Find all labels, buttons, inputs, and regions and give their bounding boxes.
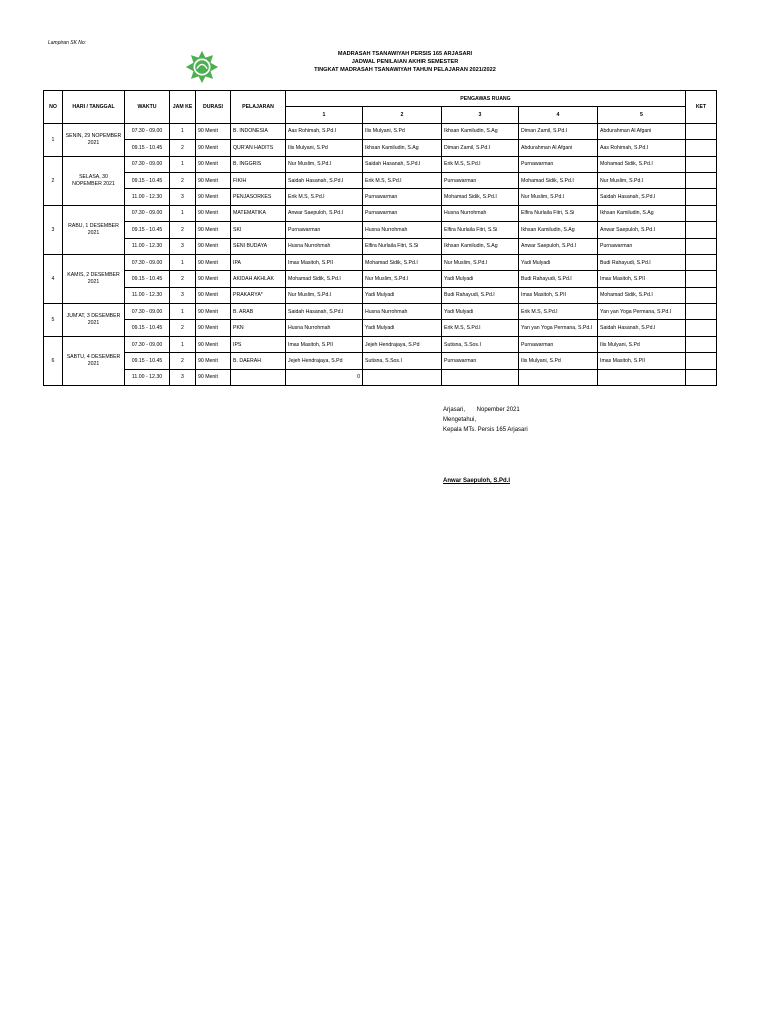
signature-block — [443, 405, 528, 435]
row-pengawas-3: Purnawarman — [442, 353, 519, 369]
row-pengawas-5: Mohamad Sidik, S.Pd.I — [598, 156, 686, 172]
row-pengawas-3: Elfira Nurlaila Fitri, S.Si — [442, 222, 519, 238]
row-waktu: 11.00 - 12.30 — [125, 369, 170, 385]
row-pelajaran: IPA — [231, 254, 286, 270]
row-pengawas-2: Nur Muslim, S.Pd.I — [363, 271, 442, 287]
row-pengawas-3: Yadi Mulyadi — [442, 271, 519, 287]
schedule-subtitle: TINGKAT MADRASAH TSANAWIYAH TAHUN PELAJARAN 2021/2022 — [314, 67, 496, 73]
row-pengawas-1: Aas Rohimah, S.Pd.I — [286, 123, 363, 139]
row-date: JUM'AT, 3 DESEMBER 2021 — [63, 304, 125, 337]
signature-mengetahui: Mengetahui, — [443, 417, 477, 423]
table-row — [44, 172, 717, 188]
row-waktu: 11.00 - 12.30 — [125, 287, 170, 303]
row-waktu: 11.00 - 12.30 — [125, 189, 170, 205]
row-pengawas-3 — [442, 369, 519, 385]
row-ket — [686, 238, 717, 254]
row-pengawas-5: Abdurahman Al Afgani — [598, 123, 686, 139]
row-pelajaran: IPS — [231, 336, 286, 352]
table-row — [44, 222, 717, 238]
table-row — [44, 304, 717, 320]
col-ket: KET — [686, 91, 717, 124]
row-pengawas-2: Yadi Mulyadi — [363, 320, 442, 336]
row-jamke: 1 — [170, 156, 196, 172]
row-pengawas-2: Jejeh Hendrajaya, S.Pd — [363, 336, 442, 352]
row-pengawas-4: Purnawarman — [519, 156, 598, 172]
row-ket — [686, 271, 717, 287]
row-ket — [686, 353, 717, 369]
row-date: KAMIS, 2 DESEMBER 2021 — [63, 254, 125, 303]
row-no: 4 — [44, 254, 63, 303]
row-durasi: 90 Menit — [196, 271, 231, 287]
row-waktu: 07.30 - 09.00 — [125, 156, 170, 172]
row-pengawas-3: Mohamad Sidik, S.Pd.I — [442, 189, 519, 205]
row-durasi: 90 Menit — [196, 156, 231, 172]
schedule-title: JADWAL PENILAIAN AKHIR SEMESTER — [351, 59, 459, 65]
row-pelajaran: B. ARAB — [231, 304, 286, 320]
row-ket — [686, 304, 717, 320]
row-pengawas-2: Ilis Mulyani, S.Pd — [363, 123, 442, 139]
row-jamke: 1 — [170, 123, 196, 139]
row-ket — [686, 156, 717, 172]
row-pengawas-4: Abdurahman Al Afgani — [519, 140, 598, 156]
col-ruang-2: 2 — [363, 107, 442, 123]
row-pengawas-4: Purnawarman — [519, 336, 598, 352]
row-jamke: 2 — [170, 172, 196, 188]
col-hari: HARI / TANGGAL — [63, 91, 125, 124]
row-ket — [686, 172, 717, 188]
row-durasi: 90 Menit — [196, 287, 231, 303]
row-pengawas-3: Erik M.S, S.Pd.I — [442, 156, 519, 172]
row-pelajaran: QUR'AN HADITS — [231, 140, 286, 156]
row-pengawas-2: Elfira Nurlaila Fitri, S.Si — [363, 238, 442, 254]
row-pengawas-4: Ikhsan Kamiludin, S.Ag — [519, 222, 598, 238]
row-no: 3 — [44, 205, 63, 254]
row-waktu: 11.00 - 12.30 — [125, 238, 170, 254]
row-ket — [686, 205, 717, 221]
row-pengawas-1: Nur Muslim, S.Pd.I — [286, 287, 363, 303]
row-pengawas-1: Jejeh Hendrajaya, S.Pd — [286, 353, 363, 369]
row-pengawas-1: Anwar Saepuloh, S.Pd.I — [286, 205, 363, 221]
row-pengawas-5: Yan yan Yoga Permana, S.Pd.I — [598, 304, 686, 320]
row-pengawas-1: Imas Masitoh, S.PII — [286, 336, 363, 352]
row-pelajaran: B. INDONESIA — [231, 123, 286, 139]
row-pelajaran: PENJASORKES — [231, 189, 286, 205]
row-pengawas-3: Nur Muslim, S.Pd.I — [442, 254, 519, 270]
col-ruang-5: 5 — [598, 107, 686, 123]
row-pengawas-2 — [363, 369, 442, 385]
row-ket — [686, 123, 717, 139]
table-row — [44, 238, 717, 254]
table-row — [44, 140, 717, 156]
schedule-body — [44, 123, 717, 385]
row-pengawas-1: Nur Muslim, S.Pd.I — [286, 156, 363, 172]
row-pengawas-5: Mohamad Sidik, S.Pd.I — [598, 287, 686, 303]
row-jamke: 2 — [170, 320, 196, 336]
row-durasi: 90 Menit — [196, 320, 231, 336]
row-pengawas-3: Budi Rahayudi, S.Pd.I — [442, 287, 519, 303]
row-jamke: 3 — [170, 238, 196, 254]
col-waktu: WAKTU — [125, 91, 170, 124]
col-ruang-4: 4 — [519, 107, 598, 123]
row-pengawas-4: Budi Rahayudi, S.Pd.I — [519, 271, 598, 287]
table-row — [44, 336, 717, 352]
row-pengawas-5: Anwar Saepuloh, S.Pd.I — [598, 222, 686, 238]
row-pengawas-2: Mohamad Sidik, S.Pd.I — [363, 254, 442, 270]
row-pengawas-1: Ilis Mulyani, S.Pd — [286, 140, 363, 156]
row-durasi: 90 Menit — [196, 140, 231, 156]
col-durasi: DURASI — [196, 91, 231, 124]
row-ket — [686, 369, 717, 385]
row-pengawas-5: Nur Muslim, S.Pd.I — [598, 172, 686, 188]
row-pengawas-1: 0 — [286, 369, 363, 385]
row-pengawas-1: Purnawarman — [286, 222, 363, 238]
table-row — [44, 271, 717, 287]
lampiran-label: Lampiran SK No: — [48, 40, 87, 46]
col-no: NO — [44, 91, 63, 124]
row-pelajaran: B. INGGRIS — [231, 156, 286, 172]
row-pelajaran: MATEMATIKA — [231, 205, 286, 221]
row-pengawas-4 — [519, 369, 598, 385]
col-ruang-3: 3 — [442, 107, 519, 123]
row-jamke: 3 — [170, 287, 196, 303]
row-pengawas-4: Nur Muslim, S.Pd.I — [519, 189, 598, 205]
row-ket — [686, 222, 717, 238]
table-row — [44, 189, 717, 205]
table-row — [44, 353, 717, 369]
col-jamke: JAM KE — [170, 91, 196, 124]
row-jamke: 2 — [170, 222, 196, 238]
row-pengawas-2: Purnawarman — [363, 189, 442, 205]
row-waktu: 07.30 - 09.00 — [125, 205, 170, 221]
row-jamke: 2 — [170, 271, 196, 287]
row-pengawas-5: Imas Masitoh, S.PII — [598, 271, 686, 287]
row-pengawas-5 — [598, 369, 686, 385]
row-pengawas-1: Saidah Hasanah, S.Pd.I — [286, 304, 363, 320]
row-date: SELASA, 30 NOPEMBER 2021 — [63, 156, 125, 205]
row-pengawas-4: Ilis Mulyani, S.Pd — [519, 353, 598, 369]
row-pengawas-3: Ikhsan Kamiludin, S.Ag — [442, 123, 519, 139]
row-durasi: 90 Menit — [196, 205, 231, 221]
table-row — [44, 205, 717, 221]
row-pengawas-1: Imas Masitoh, S.PII — [286, 254, 363, 270]
table-row — [44, 254, 717, 270]
row-pelajaran: SKI — [231, 222, 286, 238]
row-no: 5 — [44, 304, 63, 337]
row-date: SENIN, 29 NOPEMBER 2021 — [63, 123, 125, 156]
row-pengawas-5: Saidah Hasanah, S.Pd.I — [598, 189, 686, 205]
table-row — [44, 123, 717, 139]
madrasah-logo-icon — [185, 50, 219, 84]
row-pengawas-4: Elfira Nurlaila Fitri, S.Si — [519, 205, 598, 221]
row-pengawas-2: Saidah Hasanah, S.Pd.I — [363, 156, 442, 172]
row-ket — [686, 320, 717, 336]
row-pelajaran — [231, 369, 286, 385]
row-durasi: 90 Menit — [196, 189, 231, 205]
row-pengawas-4: Mohamad Sidik, S.Pd.I — [519, 172, 598, 188]
row-pengawas-1: Erik M.S, S.Pd.I — [286, 189, 363, 205]
row-jamke: 3 — [170, 189, 196, 205]
row-pengawas-3: Purnawarman — [442, 172, 519, 188]
row-ket — [686, 189, 717, 205]
row-pengawas-4: Erik M.S, S.Pd.I — [519, 304, 598, 320]
row-pengawas-5: Saidah Hasanah, S.Pd.I — [598, 320, 686, 336]
row-pengawas-5: Imas Masitoh, S.PII — [598, 353, 686, 369]
row-pelajaran: SENI BUDAYA — [231, 238, 286, 254]
signature-title: Kepala MTs. Persis 165 Arjasari — [443, 427, 528, 433]
col-ruang-1: 1 — [286, 107, 363, 123]
row-pengawas-1: Husna Nurrohmah — [286, 320, 363, 336]
row-pelajaran: FIKIH — [231, 172, 286, 188]
col-pelajaran: PELAJARAN — [231, 91, 286, 124]
row-pengawas-3: Sutisna, S.Sos.I — [442, 336, 519, 352]
row-pengawas-2: Husna Nurrohmah — [363, 222, 442, 238]
row-pengawas-3: Husna Nurrohmah — [442, 205, 519, 221]
row-pelajaran: PRAKARYA* — [231, 287, 286, 303]
row-pengawas-3: Erik M.S, S.Pd.I — [442, 320, 519, 336]
row-pengawas-5: Ilis Mulyani, S.Pd — [598, 336, 686, 352]
row-pengawas-3: Yadi Mulyadi — [442, 304, 519, 320]
signature-place-date: Arjasari, Nopember 2021 — [443, 407, 520, 413]
row-durasi: 90 Menit — [196, 353, 231, 369]
row-durasi: 90 Menit — [196, 304, 231, 320]
row-ket — [686, 140, 717, 156]
signature-name: Anwar Saepuloh, S.Pd.I — [443, 478, 511, 484]
row-date: SABTU, 4 DESEMBER 2021 — [63, 336, 125, 385]
row-jamke: 2 — [170, 140, 196, 156]
row-durasi: 90 Menit — [196, 238, 231, 254]
row-jamke: 1 — [170, 304, 196, 320]
row-pengawas-4: Diman Zamil, S.Pd.I — [519, 123, 598, 139]
row-pengawas-5: Purnawarman — [598, 238, 686, 254]
row-pengawas-4: Yan yan Yoga Permana, S.Pd.I — [519, 320, 598, 336]
row-jamke: 2 — [170, 353, 196, 369]
row-pelajaran: AKIDAH AKHLAK — [231, 271, 286, 287]
row-waktu: 07.30 - 09.00 — [125, 254, 170, 270]
row-pengawas-5: Aas Rohimah, S.Pd.I — [598, 140, 686, 156]
row-waktu: 09.15 - 10.45 — [125, 320, 170, 336]
table-row — [44, 369, 717, 385]
row-pengawas-4: Imas Masitoh, S.PII — [519, 287, 598, 303]
row-pengawas-5: Ikhsan Kamiludin, S.Ag — [598, 205, 686, 221]
row-waktu: 09.15 - 10.45 — [125, 222, 170, 238]
row-pengawas-1: Husna Nurrohmah — [286, 238, 363, 254]
row-pengawas-2: Erik M.S, S.Pd.I — [363, 172, 442, 188]
row-pengawas-4: Yadi Mulyadi — [519, 254, 598, 270]
table-row — [44, 287, 717, 303]
row-durasi: 90 Menit — [196, 123, 231, 139]
row-waktu: 09.15 - 10.45 — [125, 353, 170, 369]
row-no: 2 — [44, 156, 63, 205]
row-pengawas-3: Ikhsan Kamiludin, S.Ag — [442, 238, 519, 254]
row-durasi: 90 Menit — [196, 172, 231, 188]
document-header — [240, 50, 570, 74]
header-row-1 — [44, 91, 717, 107]
row-pengawas-3: Diman Zamil, S.Pd.I — [442, 140, 519, 156]
row-waktu: 07.30 - 09.00 — [125, 304, 170, 320]
row-ket — [686, 254, 717, 270]
row-pengawas-4: Anwar Saepuloh, S.Pd.I — [519, 238, 598, 254]
row-pengawas-2: Yadi Mulyadi — [363, 287, 442, 303]
row-ket — [686, 287, 717, 303]
table-row — [44, 320, 717, 336]
row-waktu: 07.30 - 09.00 — [125, 336, 170, 352]
exam-schedule-table — [43, 90, 717, 386]
row-durasi: 90 Menit — [196, 336, 231, 352]
row-pengawas-1: Mohamad Sidik, S.Pd.I — [286, 271, 363, 287]
row-pengawas-2: Ikhsan Kamiludin, S.Ag — [363, 140, 442, 156]
row-pengawas-5: Budi Rahayudi, S.Pd.I — [598, 254, 686, 270]
row-waktu: 07.30 - 09.00 — [125, 123, 170, 139]
row-jamke: 1 — [170, 205, 196, 221]
row-no: 6 — [44, 336, 63, 385]
row-jamke: 1 — [170, 336, 196, 352]
row-durasi: 90 Menit — [196, 222, 231, 238]
row-pengawas-2: Purnawarman — [363, 205, 442, 221]
row-pengawas-2: Sutisna, S.Sos.I — [363, 353, 442, 369]
row-ket — [686, 336, 717, 352]
row-pelajaran: B. DAERAH — [231, 353, 286, 369]
row-jamke: 3 — [170, 369, 196, 385]
row-pengawas-2: Husna Nurrohmah — [363, 304, 442, 320]
row-date: RABU, 1 DESEMBER 2021 — [63, 205, 125, 254]
row-waktu: 09.15 - 10.45 — [125, 140, 170, 156]
col-pengawas: PENGAWAS RUANG — [286, 91, 686, 107]
row-durasi: 90 Menit — [196, 369, 231, 385]
row-pelajaran: PKN — [231, 320, 286, 336]
row-durasi: 90 Menit — [196, 254, 231, 270]
row-waktu: 09.15 - 10.45 — [125, 271, 170, 287]
row-waktu: 09.15 - 10.45 — [125, 172, 170, 188]
row-no: 1 — [44, 123, 63, 156]
row-pengawas-1: Saidah Hasanah, S.Pd.I — [286, 172, 363, 188]
table-row — [44, 156, 717, 172]
row-jamke: 1 — [170, 254, 196, 270]
school-name: MADRASAH TSANAWIYAH PERSIS 165 ARJASARI — [337, 51, 473, 57]
